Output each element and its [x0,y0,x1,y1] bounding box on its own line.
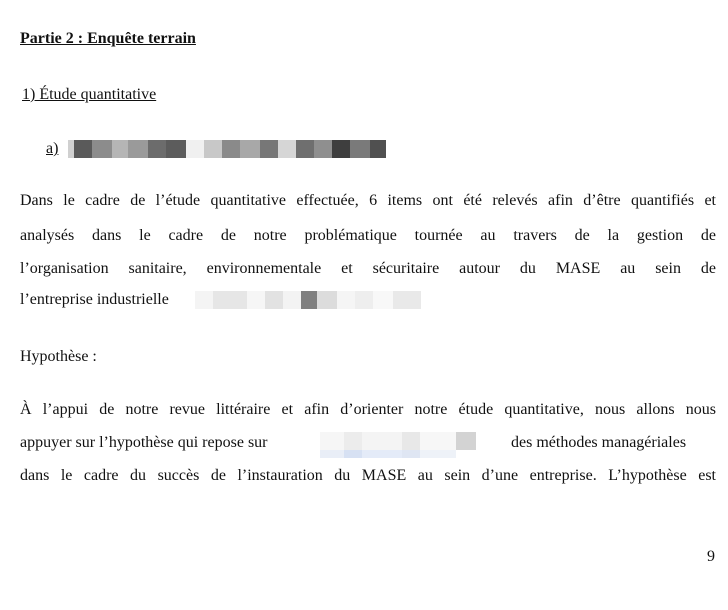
redacted-subsection-title [68,140,394,158]
section-title: 1) Étude quantitative [22,86,157,103]
hypothesis-label: Hypothèse : [20,348,97,365]
page-number: 9 [707,548,715,565]
redacted-hypothesis-phrase [320,432,492,458]
paragraph-2-line-2-end: des méthodes managériales [511,434,687,451]
subsection-label: a) [46,140,59,157]
paragraph-1-line-1: Dans le cadre de l’étude quantitative effectuée, 6 items ont été relevés afin d’être quantifiés et [20,192,716,209]
paragraph-1-line-3: l’organisation sanitaire, environnementale et sécuritaire autour du MASE au sein de [20,260,716,277]
paragraph-2-line-2-start: appuyer sur l’hypothèse qui repose sur [20,434,268,451]
paragraph-2-line-1: À l’appui de notre revue littéraire et afin d’orienter notre étude quantitative, nous allons nous [20,401,716,418]
paragraph-1-line-4: l’entreprise industrielle [20,291,169,308]
part-title: Partie 2 : Enquête terrain [20,30,196,47]
paragraph-2-line-3: dans le cadre du succès de l’instauration du MASE au sein d’une entreprise. L’hypothèse est [20,467,716,484]
paragraph-1-line-2: analysés dans le cadre de notre problématique tournée au travers de la gestion de [20,227,716,244]
redacted-company-name [195,291,421,309]
